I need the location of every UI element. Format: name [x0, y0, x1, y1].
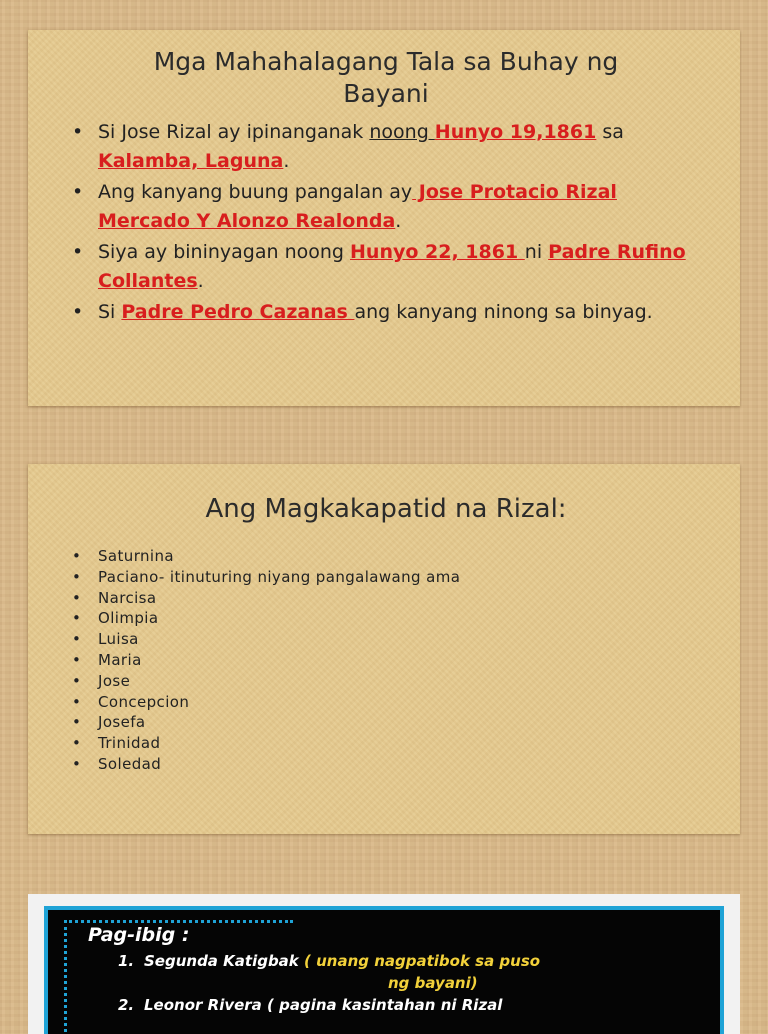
slide-siblings [28, 464, 740, 834]
text: sa [596, 121, 624, 143]
text: Si Jose Rizal ay ipinanganak [98, 121, 370, 143]
text: . [395, 210, 402, 232]
baptizing-priest: Padre Rufino Collantes [98, 241, 686, 292]
slide1-title [72, 46, 700, 110]
godfather: Padre Pedro Cazanas [121, 301, 355, 323]
list-item: • Olimpia [72, 608, 700, 629]
list-item [72, 118, 700, 176]
list-item [72, 298, 700, 327]
item-text: Leonor Rivera ( pagina kasintahan ni Rizal [144, 996, 503, 1014]
slide1-title-line1: Mga Mahahalagang Tala sa Buhay ng [153, 47, 619, 76]
text: Ang kanyang buung pangalan ay [98, 181, 413, 203]
list-item: • Concepcion [72, 692, 700, 713]
item-name: Segunda Katigbak [144, 952, 305, 970]
item-note-continued: ng bayani) [388, 974, 478, 992]
baptism-date: Hunyo 22, 1861 [350, 241, 525, 263]
text: . [283, 150, 290, 172]
list-item: • Soledad [72, 754, 700, 775]
item-note: ( unang nagpatibok sa puso [304, 952, 541, 970]
text: ni [524, 241, 549, 263]
slide1-title-line2: Bayani [343, 79, 429, 108]
slide-love-life [28, 894, 740, 1034]
list-item: • Narcisa [72, 588, 700, 609]
slide2-title: Ang Magkakapatid na Rizal: [205, 494, 567, 524]
list-item: • Paciano- itinuturing niyang pangalawang ama [72, 567, 700, 588]
list-item: • Trinidad [72, 733, 700, 754]
birth-date: Hunyo 19,1861 [434, 121, 597, 143]
slide3-border [44, 906, 724, 1034]
list-item [72, 238, 700, 296]
list-item: • Luisa [72, 629, 700, 650]
item-number: 2. [118, 996, 135, 1014]
birth-place: Kalamba, Laguna [98, 150, 284, 172]
text: . [197, 270, 204, 292]
list-item [72, 178, 700, 236]
text: Siya ay bininyagan noong [98, 241, 351, 263]
siblings-list [72, 546, 700, 775]
notes-list [72, 118, 700, 327]
slide-important-notes [28, 30, 740, 406]
full-name: Jose Protacio Rizal Mercado Y Alonzo Realonda [98, 181, 617, 232]
list-item: • Maria [72, 650, 700, 671]
item-number: 1. [118, 952, 135, 970]
text: ang kanyang ninong sa binyag. [354, 301, 653, 323]
slide3-heading: Pag-ibig : [88, 924, 190, 946]
text: noong [369, 121, 435, 143]
text: Si [98, 301, 122, 323]
dotted-frame [64, 920, 293, 1034]
list-item: • Saturnina [72, 546, 700, 567]
list-item: • Jose [72, 671, 700, 692]
list-item: • Josefa [72, 712, 700, 733]
slide3-panel [48, 910, 720, 1034]
